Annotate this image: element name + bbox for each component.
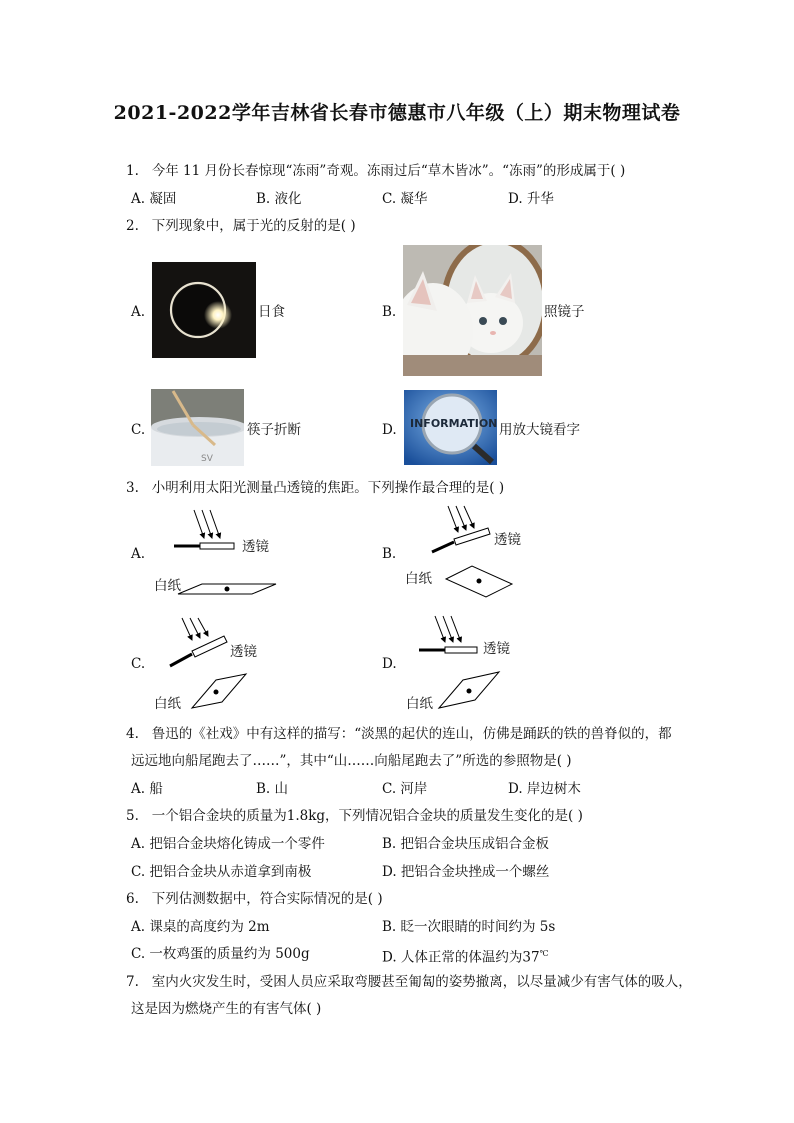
- q3-lens-label-a: 透镜: [242, 539, 269, 555]
- q2-option-b: B.: [382, 304, 397, 320]
- q5-option-a: A. 把铝合金块熔化铸成一个零件: [131, 836, 325, 852]
- cat-mirror-image: [403, 245, 542, 376]
- q5-option-b: B. 把铝合金块压成铝合金板: [382, 836, 550, 852]
- q4-option-b: B. 山: [256, 781, 289, 797]
- q3-paper-label-c: 白纸: [154, 696, 181, 712]
- q4-option-a: A. 船: [131, 781, 163, 797]
- chopsticks-bowl-image: [151, 389, 244, 466]
- question-4-text: 4. 鲁迅的《社戏》中有这样的描写：“淡黑的起伏的连山，仿佛是踊跃的铁的兽脊似的，都: [126, 726, 672, 742]
- q6-option-d: D. 人体正常的体温约为37℃: [382, 949, 549, 966]
- q2-caption-d: 用放大镜看字: [499, 422, 580, 438]
- page-title: 2021-2022学年吉林省长春市德惠市八年级（上）期末物理试卷: [113, 102, 681, 124]
- q2-caption-c: 筷子折断: [247, 422, 301, 438]
- question-4-text-cont: 远远地向船尾跑去了……”，其中“山……向船尾跑去了”所选的参照物是( ): [131, 753, 572, 769]
- q4-option-c: C. 河岸: [382, 781, 428, 797]
- q2-option-d: D.: [382, 422, 397, 438]
- q3-diagram-b: [428, 504, 528, 599]
- question-5-text: 5. 一个铝合金块的质量为1.8kg，下列情况铝合金块的质量发生变化的是( ): [126, 808, 583, 824]
- question-7-text-cont: 这是因为燃烧产生的有害气体( ): [131, 1001, 322, 1017]
- q2-caption-b: 照镜子: [544, 304, 585, 320]
- question-1-text: 1. 今年 11 月份长春惊现“冻雨”奇观。冻雨过后“草木皆冰”。“冻雨”的形成属于( ): [126, 163, 626, 179]
- q5-option-d: D. 把铝合金块挫成一个螺丝: [382, 864, 550, 880]
- q3-lens-label-d: 透镜: [483, 641, 510, 657]
- q3-option-b: B.: [382, 546, 397, 562]
- q5-option-c: C. 把铝合金块从赤道拿到南极: [131, 864, 312, 880]
- q3-lens-label-b: 透镜: [494, 532, 521, 548]
- q3-paper-label-d: 白纸: [406, 696, 433, 712]
- q6-option-a: A. 课桌的高度约为 2m: [131, 919, 270, 935]
- question-3-text: 3. 小明利用太阳光测量凸透镜的焦距。下列操作最合理的是( ): [126, 480, 505, 496]
- q1-option-c: C. 凝华: [382, 191, 428, 207]
- q1-option-a: A. 凝固: [131, 191, 177, 207]
- question-6-text: 6. 下列估测数据中，符合实际情况的是( ): [126, 891, 383, 907]
- q3-paper-label-b: 白纸: [405, 571, 432, 587]
- q6-option-c: C. 一枚鸡蛋的质量约为 500g: [131, 946, 310, 962]
- svg-text:INFORMATION: INFORMATION: [410, 417, 497, 430]
- q3-option-a: A.: [131, 546, 146, 562]
- q2-option-c: C.: [131, 422, 146, 438]
- q2-caption-a: 日食: [258, 304, 285, 320]
- svg-text:SV: SV: [201, 454, 213, 464]
- solar-eclipse-image: [152, 262, 256, 358]
- q3-diagram-c: [168, 616, 268, 714]
- q6-option-b: B. 眨一次眼睛的时间约为 5s: [382, 919, 556, 935]
- q3-paper-label-a: 白纸: [154, 578, 181, 594]
- question-2-text: 2. 下列现象中，属于光的反射的是( ): [126, 218, 356, 234]
- q1-option-d: D. 升华: [508, 191, 554, 207]
- degree-celsius-symbol: ℃: [539, 949, 549, 958]
- question-7-text: 7. 室内火灾发生时，受困人员应采取弯腰甚至匍匐的姿势撤离，以尽量减少有害气体的吸人，: [126, 974, 692, 990]
- q3-lens-label-c: 透镜: [230, 644, 257, 660]
- q3-option-d: D.: [382, 656, 397, 672]
- q1-option-b: B. 液化: [256, 191, 302, 207]
- magnifier-image: [404, 390, 497, 465]
- q4-option-d: D. 岸边树木: [508, 781, 581, 797]
- q3-option-c: C.: [131, 656, 146, 672]
- q2-option-a: A.: [131, 304, 146, 320]
